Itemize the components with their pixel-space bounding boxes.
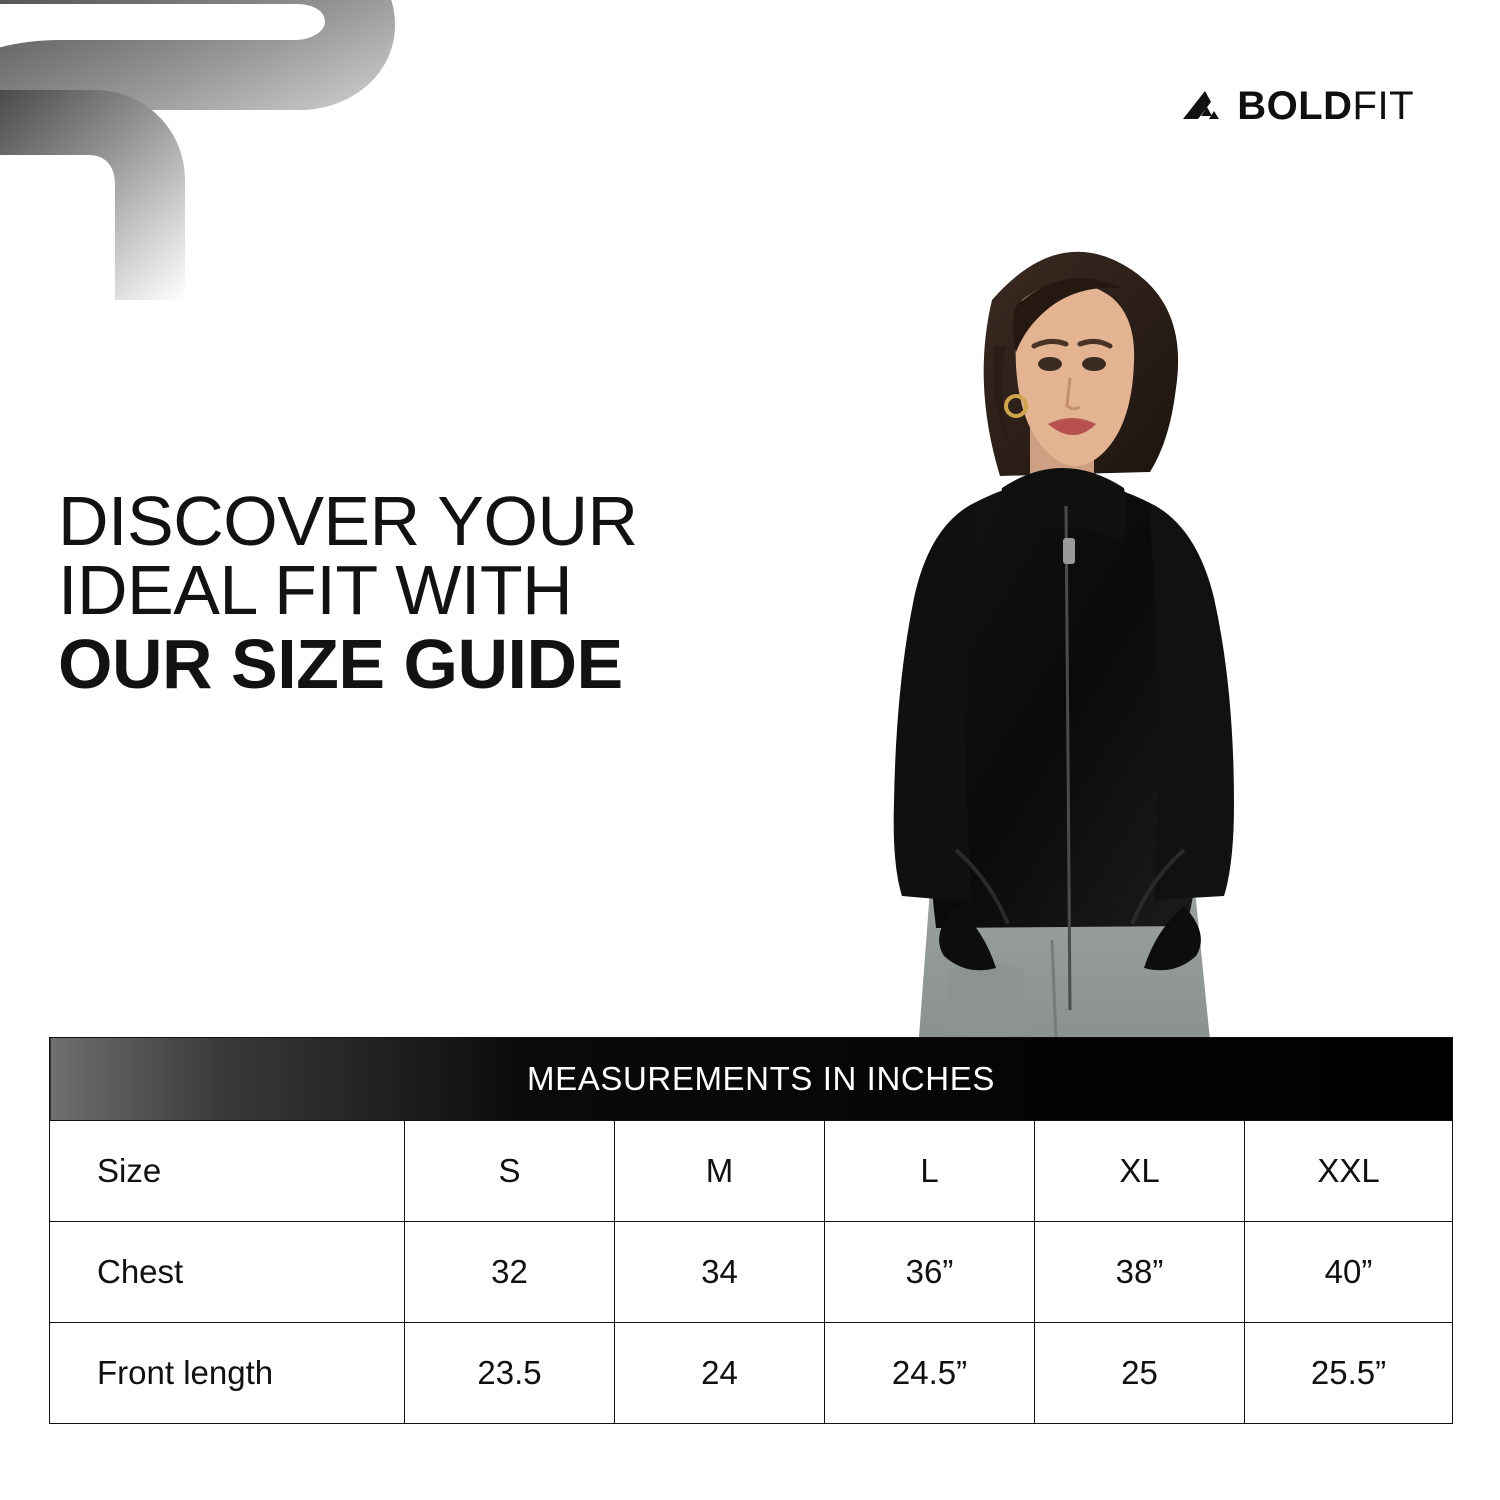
column-header-xxl: XXL	[1245, 1121, 1453, 1222]
row-label-chest: Chest	[50, 1222, 405, 1323]
front-length-xxl: 25.5”	[1245, 1323, 1453, 1424]
hero-model-image	[780, 150, 1340, 1090]
front-length-xl: 25	[1035, 1323, 1245, 1424]
row-label-front-length: Front length	[50, 1323, 405, 1424]
chest-s: 32	[405, 1222, 615, 1323]
measurements-banner-label: MEASUREMENTS IN INCHES	[527, 1060, 995, 1097]
chest-xl: 38”	[1035, 1222, 1245, 1323]
measurements-banner	[50, 1038, 1453, 1121]
headline-line-1: DISCOVER YOUR	[58, 482, 638, 560]
chest-l: 36”	[825, 1222, 1035, 1323]
table-header-row	[50, 1121, 1453, 1222]
brand-logo	[1181, 86, 1414, 126]
model-illustration	[780, 150, 1340, 1090]
brand-name-bold: BOLD	[1237, 84, 1353, 128]
column-header-s: S	[405, 1121, 615, 1222]
table-banner-row	[50, 1038, 1453, 1121]
table-row	[50, 1323, 1453, 1424]
column-header-xl: XL	[1035, 1121, 1245, 1222]
headline-line-2: IDEAL FIT WITH	[58, 550, 573, 629]
chest-xxl: 40”	[1245, 1222, 1453, 1323]
page-title	[58, 482, 818, 704]
front-length-m: 24	[615, 1323, 825, 1424]
table-row	[50, 1222, 1453, 1323]
front-length-s: 23.5	[405, 1323, 615, 1424]
clothes-hanger-icon	[0, 0, 470, 300]
column-header-size: Size	[50, 1121, 405, 1222]
chest-m: 34	[615, 1222, 825, 1323]
column-header-l: L	[825, 1121, 1035, 1222]
clothes-hanger-decoration	[0, 0, 470, 300]
headline-line-3: OUR SIZE GUIDE	[58, 625, 623, 704]
column-header-m: M	[615, 1121, 825, 1222]
size-chart-table	[49, 1037, 1453, 1424]
brand-name-light: FIT	[1352, 84, 1414, 128]
boldfit-logo-mark-icon	[1181, 89, 1227, 123]
front-length-l: 24.5”	[825, 1323, 1035, 1424]
